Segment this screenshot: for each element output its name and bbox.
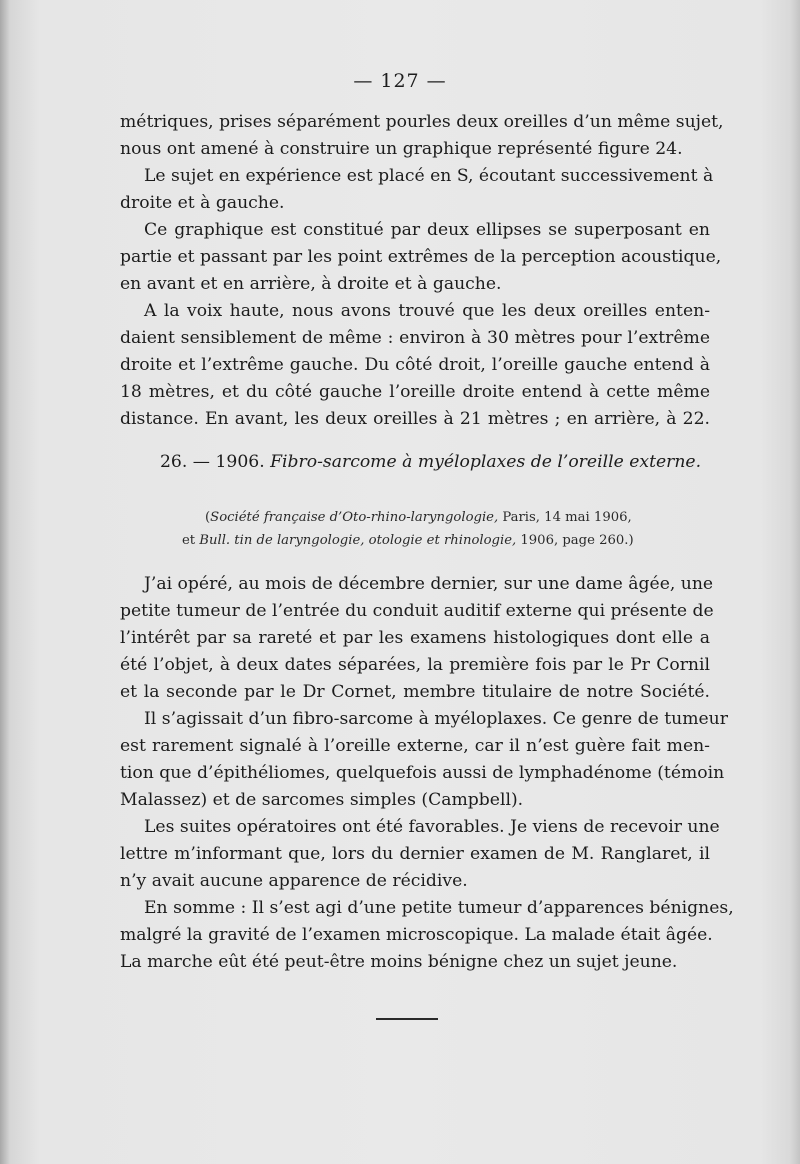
journal-name: Société française d’Oto-rhino-laryngologie, [210,510,499,525]
para4-line: distance. En avant, les deux oreilles à 21 mètres ; en arrière, à 22. [120,409,710,429]
para5-line: J’ai opéré, au mois de décembre dernier, sur une dame âgée, une [144,574,714,594]
section-end-rule [376,1018,438,1020]
para7-line: n’y avait aucune apparence de récidive. [120,871,468,891]
para6-line: Il s’agissait d’un fibro-sarcome à myéloplaxes. Ce genre de tumeur [144,709,728,729]
para3-line: en avant et en arrière, à droite et à gauche. [120,274,502,294]
para6-line: Malassez) et de sarcomes simples (Campbell). [120,790,524,810]
source-citation-line-1: (Société française d’Oto-rhino-laryngologie, Paris, 14 mai 1906, [205,510,632,525]
para8-line: La marche eût été peut-être moins bénigne chez un sujet jeune. [120,952,678,972]
para7-line: Les suites opératoires ont été favorables. Je viens de recevoir une [144,817,720,837]
para4-line: 18 mètres, et du côté gauche l’oreille droite entend à cette même [120,382,710,402]
para6-line: tion que d’épithéliomes, quelquefois aussi de lymphadénome (témoin [120,763,725,783]
para2-line: Le sujet en expérience est placé en S, écoutant successivement à [144,166,714,186]
section-heading [160,452,720,472]
para4-line: droite et l’extrême gauche. Du côté droit, l’oreille gauche entend à [120,355,710,375]
para6-line: est rarement signalé à l’oreille externe, car il n’est guère fait men- [120,736,710,756]
para5-line: été l’objet, à deux dates séparées, la première fois par le Pr Cornil [120,655,710,675]
section-title: Fibro-sarcome à myéloplaxes de l’oreille externe. [270,452,702,472]
para1-line: métriques, prises séparément pourles deux oreilles d’un même sujet, [120,112,724,132]
para7-line: lettre m’informant que, lors du dernier examen de M. Ranglaret, il [120,844,710,864]
section-number: 26. — 1906. [160,452,265,472]
para3-line: Ce graphique est constitué par deux ellipses se superposant en [144,220,710,240]
text-block-bottom [120,571,734,976]
para4-line: daient sensiblement de même : environ à 30 mètres pour l’extrême [120,328,710,348]
source-citation-line-2: et Bull. tin de laryngologie, otologie et rhinologie, 1906, page 260.) [182,533,634,548]
para8-line: En somme : Il s’est agi d’une petite tumeur d’apparences bénignes, [144,898,734,918]
para4-line: A la voix haute, nous avons trouvé que les deux oreilles enten- [144,301,710,321]
para3-line: partie et passant par les point extrêmes de la perception acoustique, [120,247,722,267]
para5-line: l’intérêt par sa rareté et par les examens histologiques dont elle a [120,628,710,648]
para1-line: nous ont amené à construire un graphique représenté figure 24. [120,139,683,159]
para5-line: petite tumeur de l’entrée du conduit auditif externe qui présente de [120,601,714,621]
para5-line: et la seconde par le Dr Cornet, membre titulaire de notre Société. [120,682,710,702]
bulletin-name: Bull. tin de laryngologie, otologie et rhinologie, [199,533,517,548]
para2-line: droite et à gauche. [120,193,285,213]
page-number: — 127 — [353,70,447,92]
text-block-top [120,109,724,433]
para8-line: malgré la gravité de l’examen microscopique. La malade était âgée. [120,925,713,945]
